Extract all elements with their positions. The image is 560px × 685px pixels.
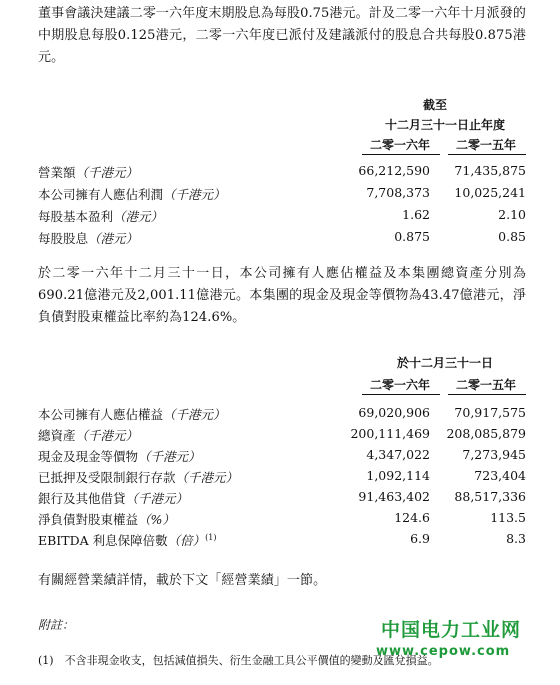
watermark-url: www.cepow.com xyxy=(376,644,511,659)
row-unit: （港元） xyxy=(88,231,139,246)
value-2015: 723,404 xyxy=(474,468,526,483)
table1-col-2015: 二零一五年 xyxy=(455,138,516,152)
table1-col2-rule xyxy=(448,154,526,155)
value-2015: 113.5 xyxy=(490,510,526,525)
row-label: 銀行及其他借貸 xyxy=(38,491,126,506)
value-2016: 200,111,469 xyxy=(350,426,430,441)
value-2015: 2.10 xyxy=(498,207,526,222)
table2-col1-rule xyxy=(362,394,440,395)
value-2016: 66,212,590 xyxy=(358,163,430,178)
value-2016: 4,347,022 xyxy=(366,447,430,462)
value-2016: 6.9 xyxy=(410,531,430,546)
table1-header-period: 十二月三十一日止年度 xyxy=(384,118,505,132)
table-row xyxy=(38,489,526,509)
table2-col2-rule xyxy=(448,394,526,395)
row-label: 已抵押及受限制銀行存款 xyxy=(38,470,176,485)
row-label: 營業額 xyxy=(38,165,76,180)
row-label: 每股基本盈利 xyxy=(38,209,114,224)
value-2015: 10,025,241 xyxy=(454,185,526,200)
footnote-marker: (1) xyxy=(205,532,217,542)
dividend-paragraph: 董事會議決建議二零一六年度末期股息為每股0.75港元。計及二零一六年十月派發的中期股息每股0.125港元，二零一六年度已派付及建議派付的股息合共每股0.875港元。 xyxy=(38,6,526,65)
footnote-1: (1) 不含非現金收支，包括減值損失、衍生金融工具公平價值的變動及匯兌損益。 xyxy=(38,654,439,667)
row-label: 本公司擁有人應佔利潤 xyxy=(38,187,164,202)
value-2016: 1,092,114 xyxy=(366,468,430,483)
row-unit: （倍） xyxy=(167,533,206,548)
value-2016: 91,463,402 xyxy=(358,489,430,504)
row-unit: （千港元） xyxy=(163,187,226,202)
row-unit: （千港元） xyxy=(75,428,139,443)
value-2015: 70,917,575 xyxy=(454,405,526,420)
table-row xyxy=(38,426,526,446)
table1-col-2016: 二零一六年 xyxy=(369,138,430,152)
table1-header-top: 截至 xyxy=(422,98,447,112)
value-2015: 0.85 xyxy=(498,229,526,244)
row-label: EBITDA 利息保障倍數 xyxy=(38,533,168,548)
table-row xyxy=(38,163,526,183)
row-label: 本公司擁有人應佔權益 xyxy=(38,407,164,422)
table-row xyxy=(38,447,526,467)
row-label: 每股股息 xyxy=(38,231,89,246)
table-row xyxy=(38,468,526,488)
equity-assets-paragraph: 於二零一六年十二月三十一日，本公司擁有人應佔權益及本集團總資產分別為690.21億港元及2,001.11億港元。本集團的現金及現金等價物為43.47億港元，淨負債對股東權益比率約為124.6%。 xyxy=(38,266,526,325)
table-row xyxy=(38,185,526,205)
table-row xyxy=(38,405,526,425)
row-label: 淨負債對股東權益 xyxy=(38,512,139,527)
value-2015: 71,435,875 xyxy=(454,163,526,178)
table-row xyxy=(38,531,526,551)
value-2015: 7,273,945 xyxy=(462,447,526,462)
table-row xyxy=(38,229,526,249)
value-2015: 8.3 xyxy=(506,531,526,546)
row-unit: （%） xyxy=(138,512,175,527)
table2-col-2016: 二零一六年 xyxy=(369,378,430,392)
row-unit: （千港元） xyxy=(175,470,239,485)
value-2016: 69,020,906 xyxy=(358,405,430,420)
value-2015: 208,085,879 xyxy=(446,426,526,441)
value-2016: 7,708,373 xyxy=(366,185,430,200)
table2-col-2015: 二零一五年 xyxy=(455,378,516,392)
value-2016: 1.62 xyxy=(402,207,430,222)
row-unit: （港元） xyxy=(113,209,164,224)
value-2016: 0.875 xyxy=(394,229,430,244)
notes-title: 附註： xyxy=(38,618,75,632)
row-unit: （千港元） xyxy=(75,165,139,180)
row-label: 現金及現金等價物 xyxy=(38,449,139,464)
operating-results-paragraph: 有關經營業績詳情，載於下文「經營業績」一節。 xyxy=(38,573,327,588)
table-row xyxy=(38,207,526,227)
row-unit: （千港元） xyxy=(138,449,201,464)
value-2016: 124.6 xyxy=(394,510,430,525)
table1-col1-rule xyxy=(362,154,440,155)
value-2015: 88,517,336 xyxy=(454,489,526,504)
row-unit: （千港元） xyxy=(163,407,226,422)
row-unit: （千港元） xyxy=(125,491,189,506)
table-row xyxy=(38,510,526,530)
table2-header-date: 於十二月三十一日 xyxy=(396,356,493,370)
watermark-title: 中国电力工业网 xyxy=(381,619,522,641)
row-label: 總資產 xyxy=(38,428,76,443)
